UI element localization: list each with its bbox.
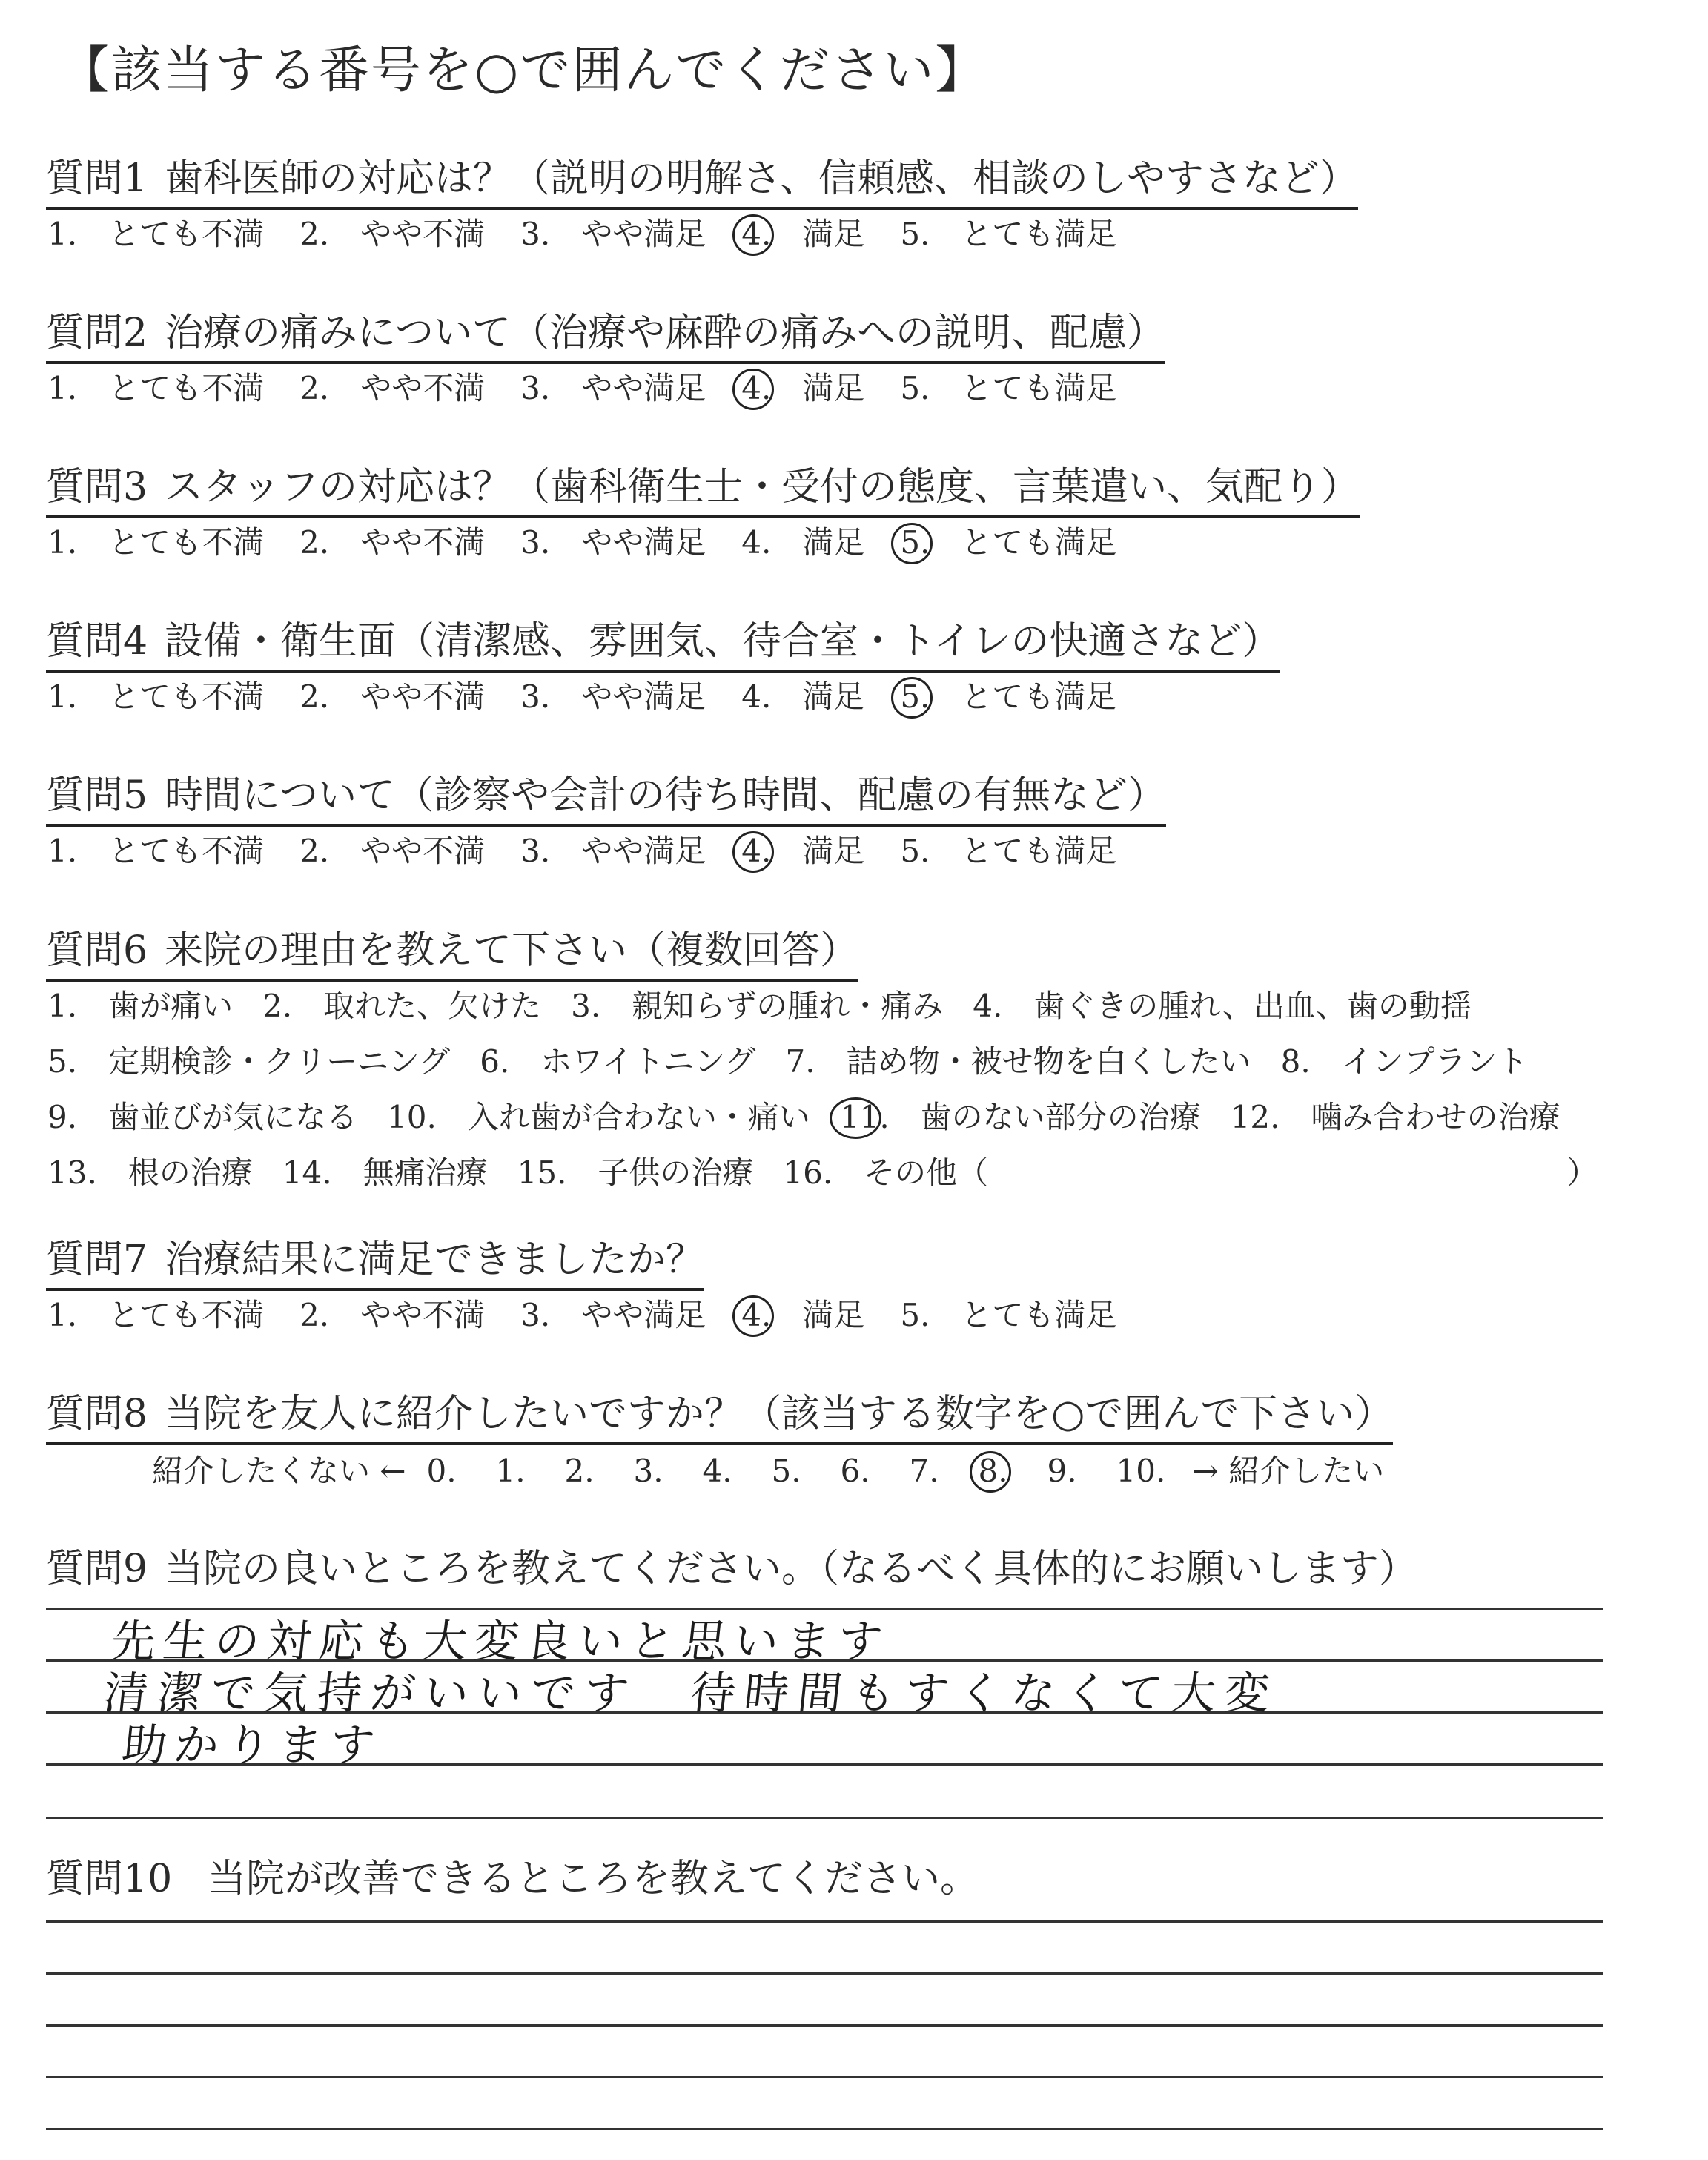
rating-option[interactable]: 2. やや不満 — [299, 1297, 486, 1333]
rating-option[interactable]: 5. とても満足 — [900, 527, 1116, 558]
rating-option[interactable]: 4. 満足 — [741, 1300, 864, 1331]
recommend-number[interactable] — [1116, 1453, 1185, 1489]
recommend-number-label: 9. — [1047, 1453, 1077, 1489]
reason-option[interactable]: 3. 親知らずの腫れ・痛み — [571, 988, 944, 1024]
question-number: 質問4 — [46, 619, 148, 664]
answer-line — [46, 2128, 1603, 2130]
reason-option[interactable]: 12. 噛み合わせの治療 — [1230, 1099, 1560, 1135]
reason-option[interactable]: 5. 定期検診・クリーニング — [47, 1043, 451, 1080]
rating-options — [47, 216, 1152, 252]
recommend-number[interactable] — [495, 1453, 565, 1489]
recommend-number-label: 1. — [495, 1453, 526, 1489]
answer-line — [46, 1817, 1603, 1819]
rating-options — [47, 524, 1152, 561]
reason-option[interactable]: 13. 根の治療 — [47, 1155, 253, 1191]
reason-option[interactable]: 6. ホワイトニング — [480, 1043, 756, 1080]
rating-option[interactable]: 4. 満足 — [741, 524, 865, 561]
question-number: 質問5 — [46, 773, 148, 818]
rating-option[interactable]: 1. とても不満 — [47, 1297, 265, 1333]
question-6-title — [46, 928, 859, 982]
selection-circle — [891, 677, 933, 719]
question-9-title — [46, 1547, 1418, 1597]
reason-option[interactable]: 10. 入れ歯が合わない・痛い — [387, 1099, 810, 1135]
answer-line — [46, 2024, 1603, 2027]
recommend-number-label: 4. — [702, 1453, 732, 1489]
rating-option[interactable]: 2. やや不満 — [299, 370, 486, 406]
rating-option[interactable]: 2. やや不満 — [299, 216, 486, 252]
rating-option[interactable]: 3. やや満足 — [520, 678, 706, 715]
question-2-title — [46, 311, 1165, 364]
reason-options-row — [47, 1157, 1627, 1189]
question-text: 治療結果に満足できましたか？ — [165, 1238, 705, 1282]
question-text: 当院の良いところを教えてください。（なるべく具体的にお願いします） — [165, 1547, 1418, 1591]
reason-option[interactable]: 1. 歯が痛い — [47, 988, 234, 1024]
handwritten-answer-line: 助かります — [119, 1720, 385, 1771]
question-text: 来院の理由を教えて下さい（複数回答） — [165, 928, 859, 973]
reason-option[interactable]: 16. その他（ — [783, 1155, 989, 1191]
reason-option[interactable]: 2. 取れた、欠けた — [262, 988, 542, 1024]
rating-option[interactable]: 5. とても満足 — [900, 833, 1117, 869]
selection-circle — [732, 214, 774, 256]
selection-circle — [732, 1295, 774, 1337]
recommend-number[interactable] — [1047, 1453, 1116, 1489]
recommend-number-label: 6. — [840, 1453, 870, 1489]
rating-options — [47, 1297, 1152, 1333]
answer-line — [46, 1920, 1603, 1923]
rating-options — [47, 370, 1152, 406]
answer-line — [46, 1608, 1603, 1610]
selection-circle — [732, 831, 774, 873]
rating-options — [47, 678, 1152, 715]
reason-option[interactable]: 7. 詰め物・被せ物を白くしたい — [785, 1043, 1251, 1080]
reason-option[interactable]: 4. 歯ぐきの腫れ、出血、歯の動揺 — [973, 988, 1472, 1024]
rating-option[interactable]: 4. 満足 — [741, 678, 865, 715]
rating-option[interactable]: 3. やや満足 — [520, 1297, 706, 1333]
recommend-number-label: 10. — [1116, 1453, 1166, 1489]
reason-option[interactable]: 9. 歯並びが気になる — [47, 1099, 358, 1135]
recommend-number-label: 3. — [633, 1453, 663, 1489]
recommend-number[interactable] — [426, 1453, 496, 1489]
reason-options-row — [47, 1043, 1558, 1080]
reason-option[interactable]: ） — [1566, 1155, 1598, 1191]
recommend-number[interactable] — [840, 1453, 910, 1489]
rating-option[interactable]: 1. とても不満 — [47, 216, 265, 252]
handwritten-answer-line: 清潔で気持がいいです 待時間もすくなくて大変 — [101, 1668, 1281, 1720]
recommend-number[interactable] — [771, 1453, 841, 1489]
recommend-number[interactable] — [909, 1453, 979, 1489]
question-5-title — [46, 773, 1166, 827]
page-title: 【該当する番号を○で囲んでください】 — [59, 42, 987, 100]
scale-left-label: 紹介したくない ← — [152, 1453, 406, 1489]
handwritten-answer-line: 先生の対応も大変良いと思います — [108, 1616, 893, 1668]
reason-option[interactable]: 15. 子供の治療 — [517, 1155, 754, 1191]
rating-option[interactable]: 3. やや満足 — [520, 370, 706, 406]
reason-option[interactable]: 14. 無痛治療 — [282, 1155, 488, 1191]
question-text: 時間について（診察や会計の待ち時間、配慮の有無など） — [165, 773, 1166, 818]
question-number: 質問2 — [46, 311, 148, 355]
rating-option[interactable]: 5. とても満足 — [900, 216, 1117, 252]
question-number: 質問10 — [46, 1857, 173, 1901]
question-text: 当院を友人に紹介したいですか？（該当する数字を○で囲んで下さい） — [165, 1392, 1394, 1436]
rating-option[interactable]: 4. 満足 — [741, 836, 864, 867]
rating-option[interactable]: 2. やや不満 — [299, 524, 486, 561]
question-number: 質問7 — [46, 1238, 148, 1282]
recommend-number[interactable] — [702, 1453, 772, 1489]
question-8-title — [46, 1392, 1394, 1445]
recommend-number[interactable] — [978, 1453, 1047, 1489]
answer-line — [46, 2076, 1603, 2078]
question-7-title — [46, 1238, 705, 1291]
selection-circle — [830, 1097, 881, 1139]
reason-option[interactable]: 11. 歯のない部分の治療 — [840, 1102, 1201, 1133]
scale-right-label: → 紹介したい — [1192, 1453, 1385, 1489]
question-number: 質問6 — [46, 928, 148, 973]
question-number: 質問8 — [46, 1392, 148, 1436]
recommend-number-label: 0. — [426, 1453, 457, 1489]
answer-line — [46, 1972, 1603, 1975]
rating-option[interactable]: 5. とても満足 — [900, 1297, 1117, 1333]
question-text: 歯科医師の対応は？（説明の明解さ、信頼感、相談のしやすさなど） — [165, 156, 1358, 201]
question-number: 質問9 — [46, 1547, 148, 1591]
question-text: 当院が改善できるところを教えてください。 — [208, 1857, 979, 1901]
rating-option[interactable]: 5. とても満足 — [900, 370, 1117, 406]
selection-circle — [732, 369, 774, 410]
recommend-number[interactable] — [633, 1453, 703, 1489]
question-4-title — [46, 619, 1281, 673]
rating-option[interactable]: 3. やや満足 — [520, 833, 706, 869]
question-text: スタッフの対応は？（歯科衛生士・受付の態度、言葉遣い、気配り） — [165, 465, 1360, 509]
rating-options — [47, 833, 1152, 869]
rating-option[interactable]: 4. 満足 — [741, 373, 864, 404]
reason-options-row — [47, 1099, 1589, 1135]
question-1-title — [46, 156, 1358, 210]
recommend-number[interactable] — [564, 1453, 634, 1489]
recommend-number-label: 2. — [564, 1453, 595, 1489]
rating-option[interactable]: 3. やや満足 — [520, 524, 706, 561]
question-3-title — [46, 465, 1360, 518]
reason-option[interactable]: 8. インプラント — [1280, 1043, 1529, 1080]
recommend-number-label: 7. — [909, 1453, 939, 1489]
recommend-number-label: 5. — [771, 1453, 801, 1489]
rating-option[interactable]: 3. やや満足 — [520, 216, 706, 252]
reason-options-row — [47, 988, 1501, 1024]
rating-option[interactable]: 4. 満足 — [741, 219, 864, 250]
question-number: 質問3 — [46, 465, 148, 509]
recommend-scale — [152, 1453, 1385, 1489]
rating-option[interactable]: 1. とても不満 — [47, 833, 265, 869]
rating-option[interactable]: 1. とても不満 — [47, 370, 265, 406]
selection-circle — [970, 1451, 1011, 1493]
rating-option[interactable]: 1. とても不満 — [47, 524, 265, 561]
rating-option[interactable]: 2. やや不満 — [299, 833, 486, 869]
question-number: 質問1 — [46, 156, 148, 201]
recommend-number-label: 8. — [978, 1453, 1008, 1489]
selection-circle — [891, 523, 933, 564]
rating-option[interactable]: 2. やや不満 — [299, 678, 486, 715]
rating-option[interactable]: 5. とても満足 — [900, 681, 1116, 713]
question-text: 治療の痛みについて（治療や麻酔の痛みへの説明、配慮） — [165, 311, 1165, 355]
rating-option[interactable]: 1. とても不満 — [47, 678, 265, 715]
question-text: 設備・衛生面（清潔感、雰囲気、待合室・トイレの快適さなど） — [165, 619, 1281, 664]
question-10-title — [46, 1857, 979, 1907]
